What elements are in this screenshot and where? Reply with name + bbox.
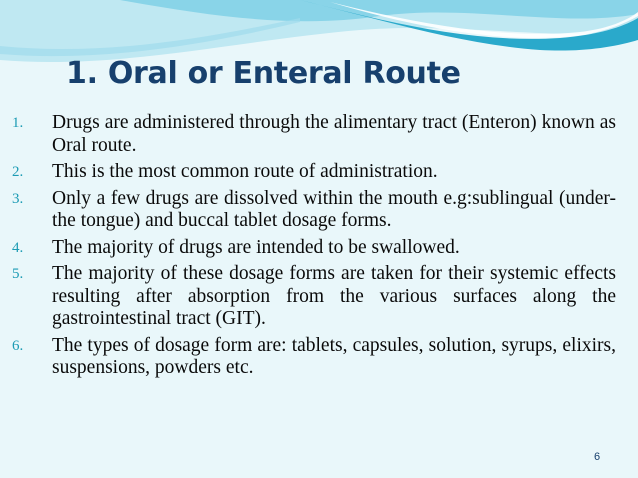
list-item — [12, 263, 616, 331]
slide-title: 1. Oral or Enteral Route — [66, 56, 461, 91]
list-item-text: The majority of drugs are intended to be swallowed. — [52, 236, 460, 258]
list-item-number: 4. — [12, 239, 24, 256]
list-item — [12, 237, 616, 260]
numbered-list — [12, 112, 616, 384]
list-item — [12, 161, 616, 184]
list-item — [12, 188, 616, 233]
list-item-text: The types of dosage form are: tablets, capsules, solution, syrups, elixirs, suspensions, powders etc. — [52, 334, 616, 378]
list-item-number: 5. — [12, 266, 24, 282]
page-number: 6 — [594, 451, 601, 463]
list-item — [12, 112, 616, 157]
list-item-text: The majority of these dosage forms are taken for their systemic effects resulting after absorption from the various surfaces along the gastrointestinal tract (GIT). — [52, 263, 616, 329]
list-item-text: Drugs are administered through the alimentary tract (Enteron) known as Oral route. — [52, 112, 616, 156]
list-item-number: 2. — [12, 164, 24, 180]
list-item — [12, 335, 616, 380]
list-item-number: 6. — [12, 337, 24, 354]
list-item-text: Only a few drugs are dissolved within the mouth e.g:sublingual (under-the tongue) and buccal tablet dosage forms. — [52, 187, 616, 231]
list-item-number: 1. — [12, 115, 24, 131]
list-item-number: 3. — [12, 190, 24, 207]
list-item-text: This is the most common route of administration. — [52, 161, 438, 182]
